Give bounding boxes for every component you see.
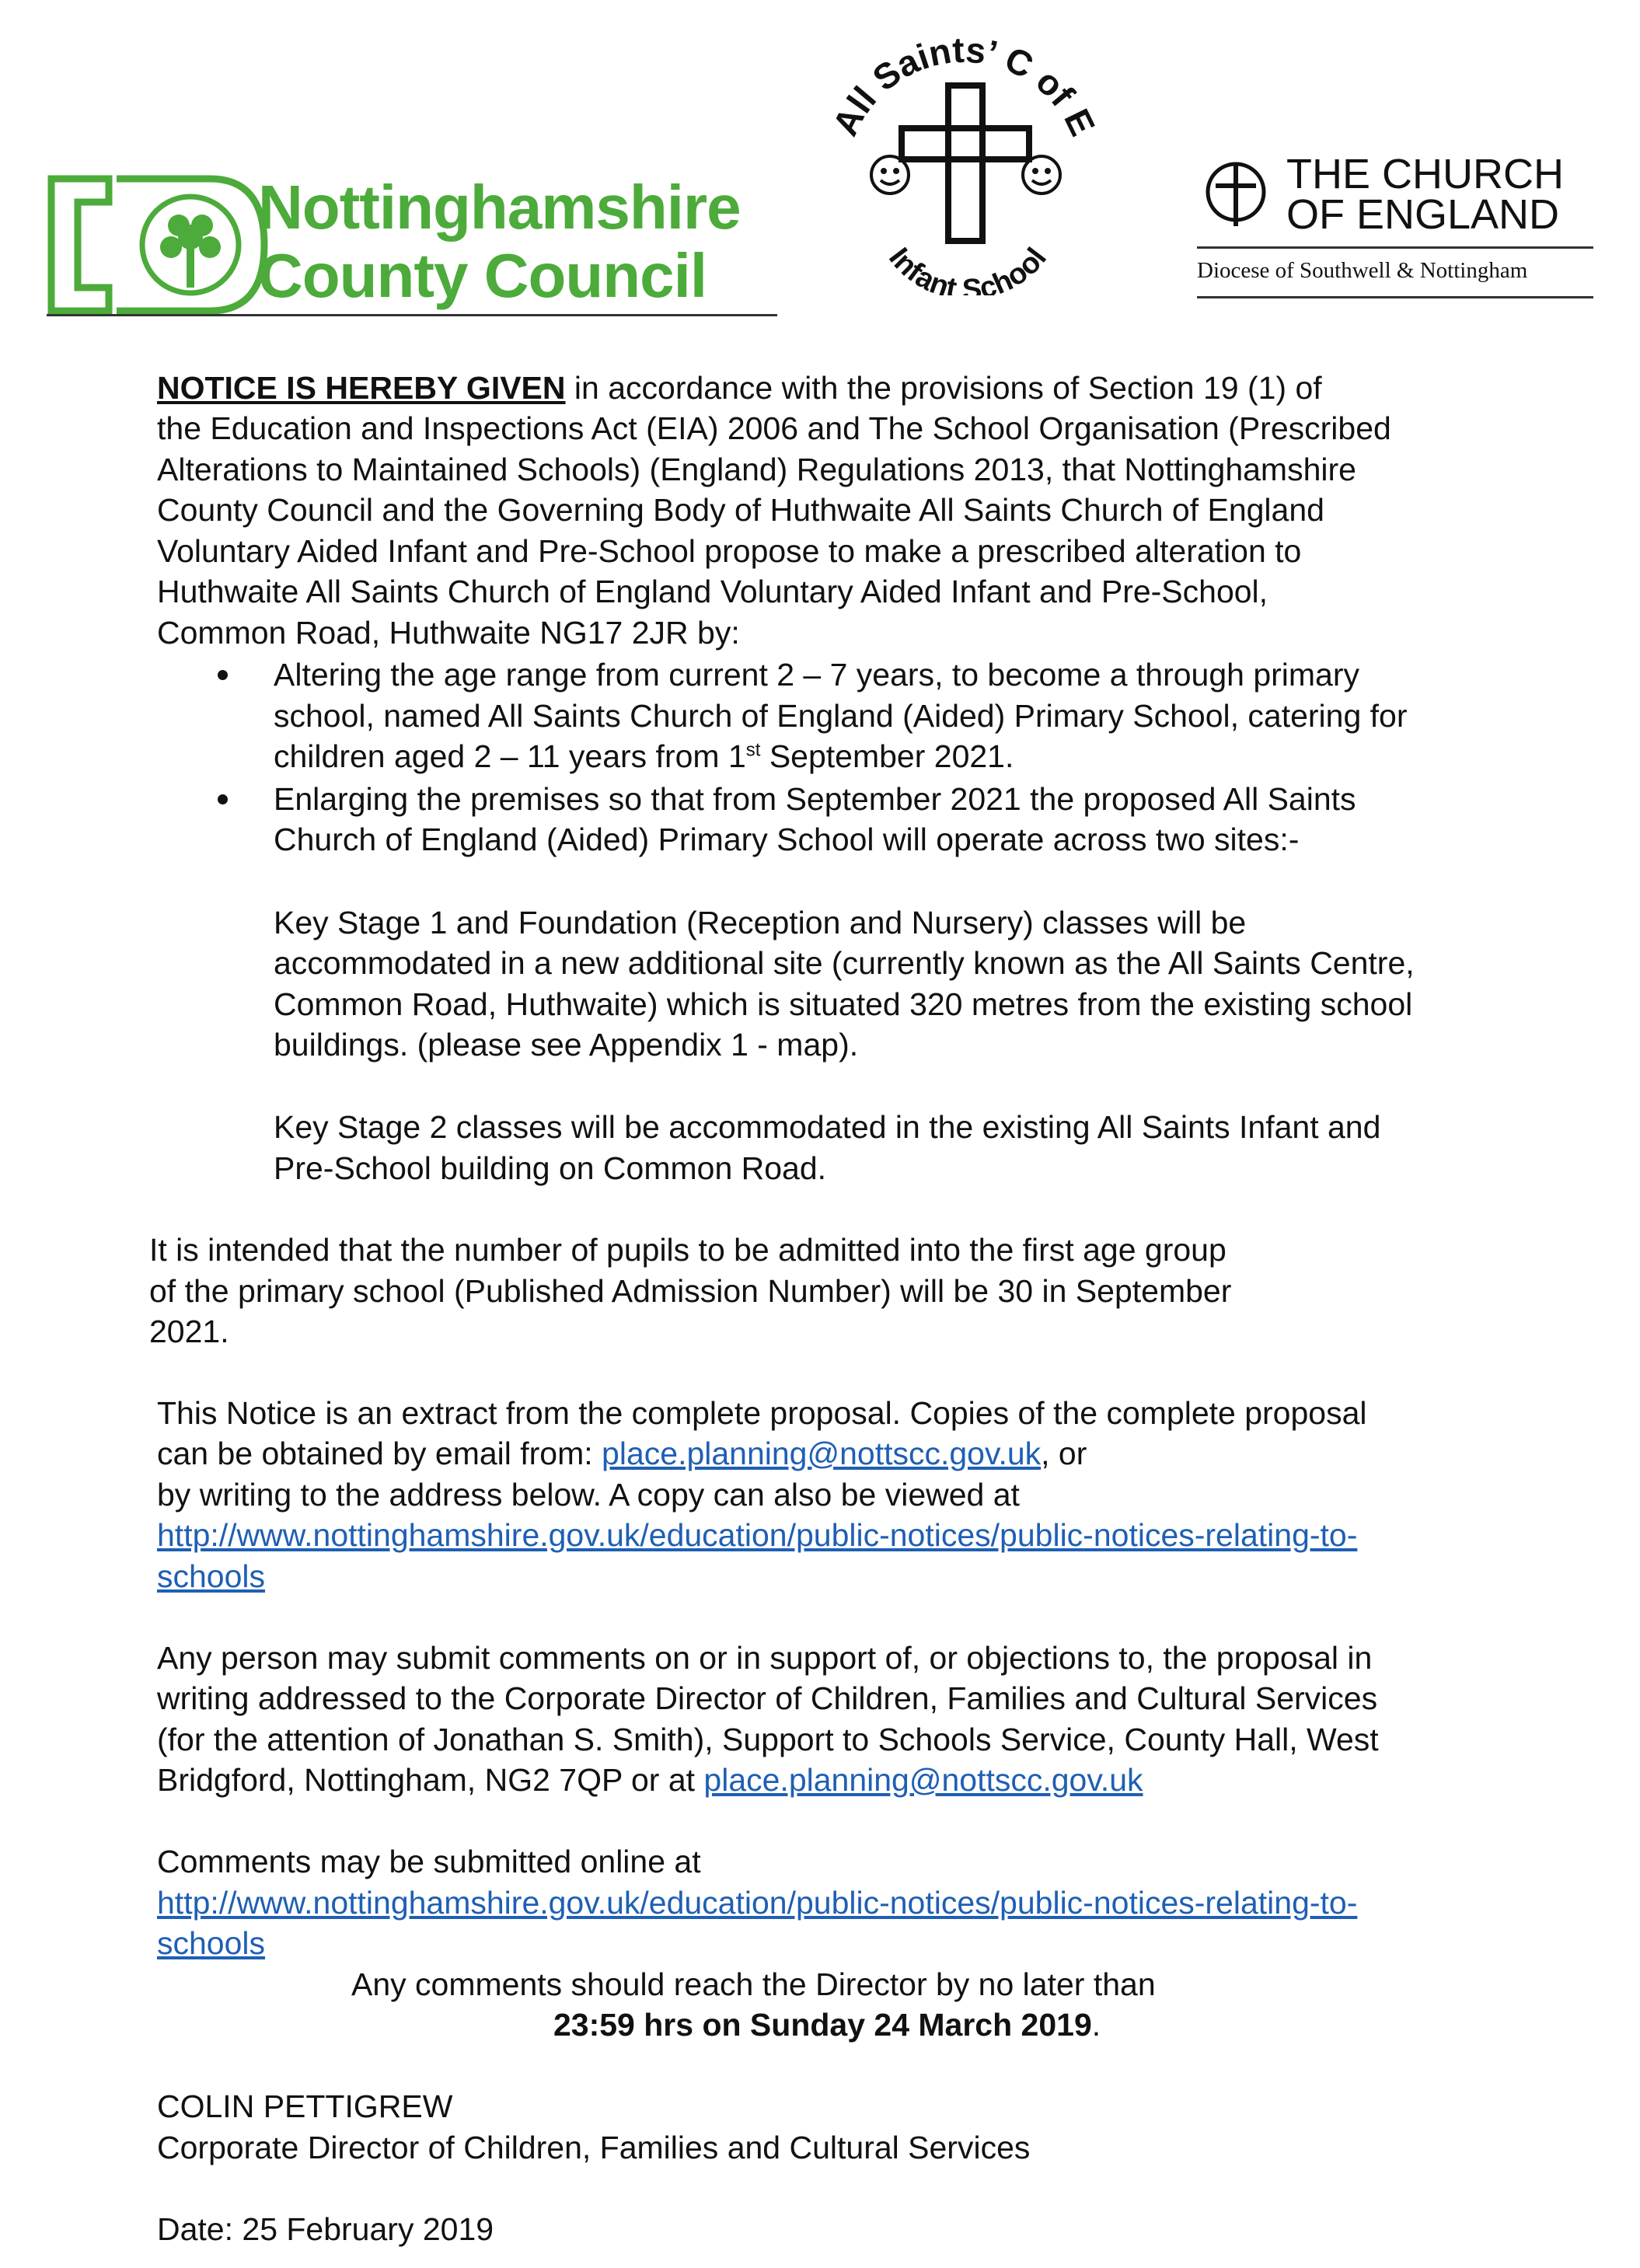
ks1-line: Common Road, Huthwaite) which is situated 320 metres from the existing school <box>274 986 1413 1022</box>
bullet1-line: Altering the age range from current 2 – 7 years, to become a through primary <box>274 657 1360 693</box>
intro-line: Common Road, Huthwaite NG17 2JR by: <box>157 615 740 651</box>
bullet1-line: children aged 2 – 11 years from 1 <box>274 738 746 774</box>
bullet-point-icon <box>218 670 228 680</box>
pan-line: of the primary school (Published Admission Number) will be 30 in September <box>149 1273 1232 1309</box>
notice-lead: NOTICE IS HEREBY GIVEN <box>157 370 566 406</box>
signatory-name: COLIN PETTIGREW <box>157 2088 453 2124</box>
school-name-arc-bottom: Infant School <box>882 242 1053 295</box>
online-comments-link[interactable]: http://www.nottinghamshire.gov.uk/education/public-notices/public-notices-relating-to- <box>157 1885 1358 1921</box>
school-crest <box>816 31 1111 295</box>
ncc-tree-emblem <box>47 171 272 319</box>
coe-divider <box>1197 246 1593 249</box>
pan-line: It is intended that the number of pupils to be admitted into the first age group <box>149 1232 1227 1268</box>
ks2-line: Pre-School building on Common Road. <box>274 1150 827 1186</box>
coe-logo <box>1197 152 1601 307</box>
extract-line: This Notice is an extract from the complete proposal. Copies of the complete proposal <box>157 1395 1367 1431</box>
ks1-line: buildings. (please see Appendix 1 - map). <box>274 1027 859 1062</box>
coe-name-line2: OF ENGLAND <box>1286 191 1560 238</box>
public-notices-link-cont[interactable]: schools <box>157 1558 266 1594</box>
cross-icon <box>902 85 1029 241</box>
ordinal-suffix: st <box>745 739 761 761</box>
comments-line: (for the attention of Jonathan S. Smith), Support to Schools Service, County Hall, West <box>157 1722 1379 1757</box>
email-link[interactable]: place.planning@nottscc.gov.uk <box>602 1436 1042 1471</box>
signatory-title: Corporate Director of Children, Families and Cultural Services <box>157 2130 1031 2165</box>
coe-name-line1: THE CHURCH <box>1286 151 1564 197</box>
comments-line: Any person may submit comments on or in support of, or objections to, the proposal in <box>157 1640 1373 1676</box>
deadline-date: 23:59 hrs on Sunday 24 March 2019 <box>553 2007 1092 2043</box>
ncc-name-line2: County Council <box>258 241 707 310</box>
intro-line: the Education and Inspections Act (EIA) 2006 and The School Organisation (Prescribed <box>157 410 1391 446</box>
intro-line: Alterations to Maintained Schools) (England) Regulations 2013, that Nottinghamshire <box>157 452 1356 487</box>
extract-line-end: , or <box>1041 1436 1087 1471</box>
coe-cross-circle-icon <box>1205 159 1267 229</box>
notice-date: Date: 25 February 2019 <box>157 2211 494 2247</box>
ks2-line: Key Stage 2 classes will be accommodated in the existing All Saints Infant and <box>274 1109 1381 1145</box>
ncc-logo <box>47 171 777 319</box>
ncc-name-line1: Nottinghamshire <box>258 173 741 242</box>
comments-line: Bridgford, Nottingham, NG2 7QP or at <box>157 1762 704 1798</box>
extract-line: can be obtained by email from: <box>157 1436 602 1471</box>
comments-line: writing addressed to the Corporate Director of Children, Families and Cultural Services <box>157 1680 1378 1716</box>
ks1-line: accommodated in a new additional site (currently known as the All Saints Centre, <box>274 945 1415 981</box>
school-logo <box>816 31 1111 295</box>
intro-line: County Council and the Governing Body of Huthwaite All Saints Church of England <box>157 492 1324 528</box>
bullet1-line: school, named All Saints Church of England (Aided) Primary School, catering for <box>274 698 1408 734</box>
intro-line: Huthwaite All Saints Church of England Voluntary Aided Infant and Pre-School, <box>157 574 1268 609</box>
ncc-underline <box>47 314 777 316</box>
ks1-line: Key Stage 1 and Foundation (Reception and Nursery) classes will be <box>274 905 1247 940</box>
bullet-point-icon <box>218 794 228 804</box>
school-name-arc-top: All Saints’ C of E <box>824 31 1104 142</box>
public-notices-link[interactable]: http://www.nottinghamshire.gov.uk/education/public-notices/public-notices-relating-to- <box>157 1517 1358 1553</box>
deadline-line: Any comments should reach the Director by no later than <box>351 1966 1156 2002</box>
deadline-period: . <box>1091 2007 1101 2043</box>
pan-line: 2021. <box>149 1314 229 1349</box>
extract-line: by writing to the address below. A copy can also be viewed at <box>157 1477 1020 1513</box>
bullet2-line: Enlarging the premises so that from September 2021 the proposed All Saints <box>274 781 1356 817</box>
online-comments-link-cont[interactable]: schools <box>157 1925 266 1961</box>
bullet2-line: Church of England (Aided) Primary School will operate across two sites:- <box>274 822 1300 857</box>
email-link-2[interactable]: place.planning@nottscc.gov.uk <box>703 1762 1143 1798</box>
online-line: Comments may be submitted online at <box>157 1844 701 1879</box>
coe-diocese: Diocese of Southwell & Nottingham <box>1197 258 1528 283</box>
coe-underline <box>1197 296 1593 298</box>
intro-line: Voluntary Aided Infant and Pre-School propose to make a prescribed alteration to <box>157 533 1302 569</box>
intro-text: in accordance with the provisions of Section 19 (1) of <box>565 370 1322 406</box>
bullet1-line-end: September 2021. <box>760 738 1014 774</box>
